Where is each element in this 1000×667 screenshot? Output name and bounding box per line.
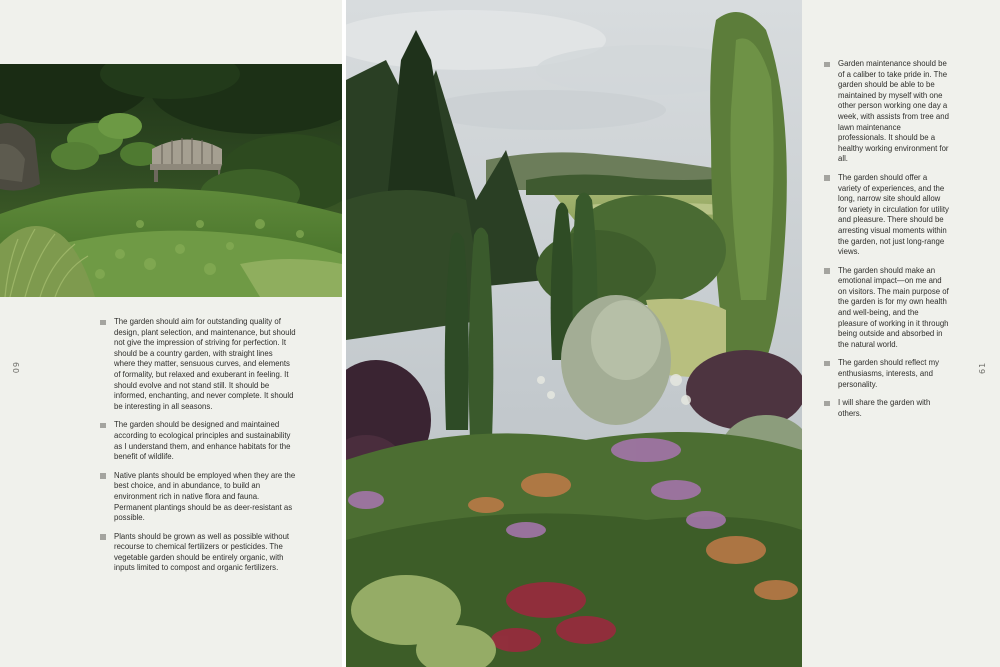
square-bullet-icon bbox=[100, 320, 106, 326]
list-item bbox=[824, 59, 950, 165]
landscape-border-photo bbox=[346, 0, 802, 667]
square-bullet-icon bbox=[824, 361, 830, 367]
landscape-border-illustration bbox=[346, 0, 802, 667]
left-page-number: 60 bbox=[11, 362, 20, 375]
list-item bbox=[824, 358, 950, 390]
square-bullet-icon bbox=[824, 268, 830, 274]
list-item-text: Native plants should be employed when they are the best choice, and in abundance, to build an environment rich in native flora and fauna. Permanent plantings should be as deer-resistant as possible. bbox=[114, 470, 296, 523]
list-item-text: I will share the garden with others. bbox=[838, 398, 931, 418]
list-item bbox=[100, 532, 296, 574]
list-item bbox=[824, 266, 950, 351]
list-item bbox=[100, 471, 296, 524]
square-bullet-icon bbox=[100, 473, 106, 479]
square-bullet-icon bbox=[824, 175, 830, 181]
list-item-text: Plants should be grown as well as possible without recourse to chemical fertilizers or pesticides. The vegetable garden should be entirely organic, with inputs limited to compost and organic fertilizers. bbox=[114, 531, 290, 573]
bench-garden-photo bbox=[0, 64, 342, 297]
square-bullet-icon bbox=[824, 62, 830, 68]
list-item bbox=[824, 173, 950, 258]
square-bullet-icon bbox=[824, 401, 830, 407]
list-item-text: The garden should reflect my enthusiasms, interests, and personality. bbox=[838, 358, 939, 389]
right-principles-list bbox=[824, 59, 950, 427]
list-item bbox=[100, 420, 296, 462]
right-page-number: 61 bbox=[978, 361, 987, 374]
list-item bbox=[100, 317, 296, 412]
square-bullet-icon bbox=[100, 534, 106, 540]
list-item-text: Garden maintenance should be of a caliber to take pride in. The garden should be able to be maintained by myself with one other person working one day a week, with assists from tree and lawn maintenance professionals. It should be a healthy working environment for all. bbox=[838, 59, 949, 164]
list-item-text: The garden should be designed and maintained according to ecological principles and sustainability as I understand them, and enhance habitats for the benefit of wildlife. bbox=[114, 420, 291, 462]
list-item-text: The garden should aim for outstanding quality of design, plant selection, and maintenance, but should not give the impression of striving for perfection. It should be a country garden, with straight lines where they matter, sensuous curves, and elements of formality, but relaxed and exuberant in feeling. It should evolve and not stand still. It should be informed, enchanting, and never complete. It should be interesting in all seasons. bbox=[114, 317, 296, 411]
list-item-text: The garden should offer a variety of experiences, and the long, narrow site should allow for variety in circulation for utility and pleasure. There should be arresting visual moments within the garden, not just long-range views. bbox=[838, 172, 949, 257]
list-item-text: The garden should make an emotional impact—on me and on visitors. The main purpose of the garden is for my own health and well-being, and the pleasure of working in it through being outside and absorbed in the natural world. bbox=[838, 265, 949, 349]
list-item bbox=[824, 398, 950, 419]
square-bullet-icon bbox=[100, 423, 106, 429]
bench-garden-illustration bbox=[0, 64, 342, 297]
left-principles-list bbox=[100, 317, 296, 582]
